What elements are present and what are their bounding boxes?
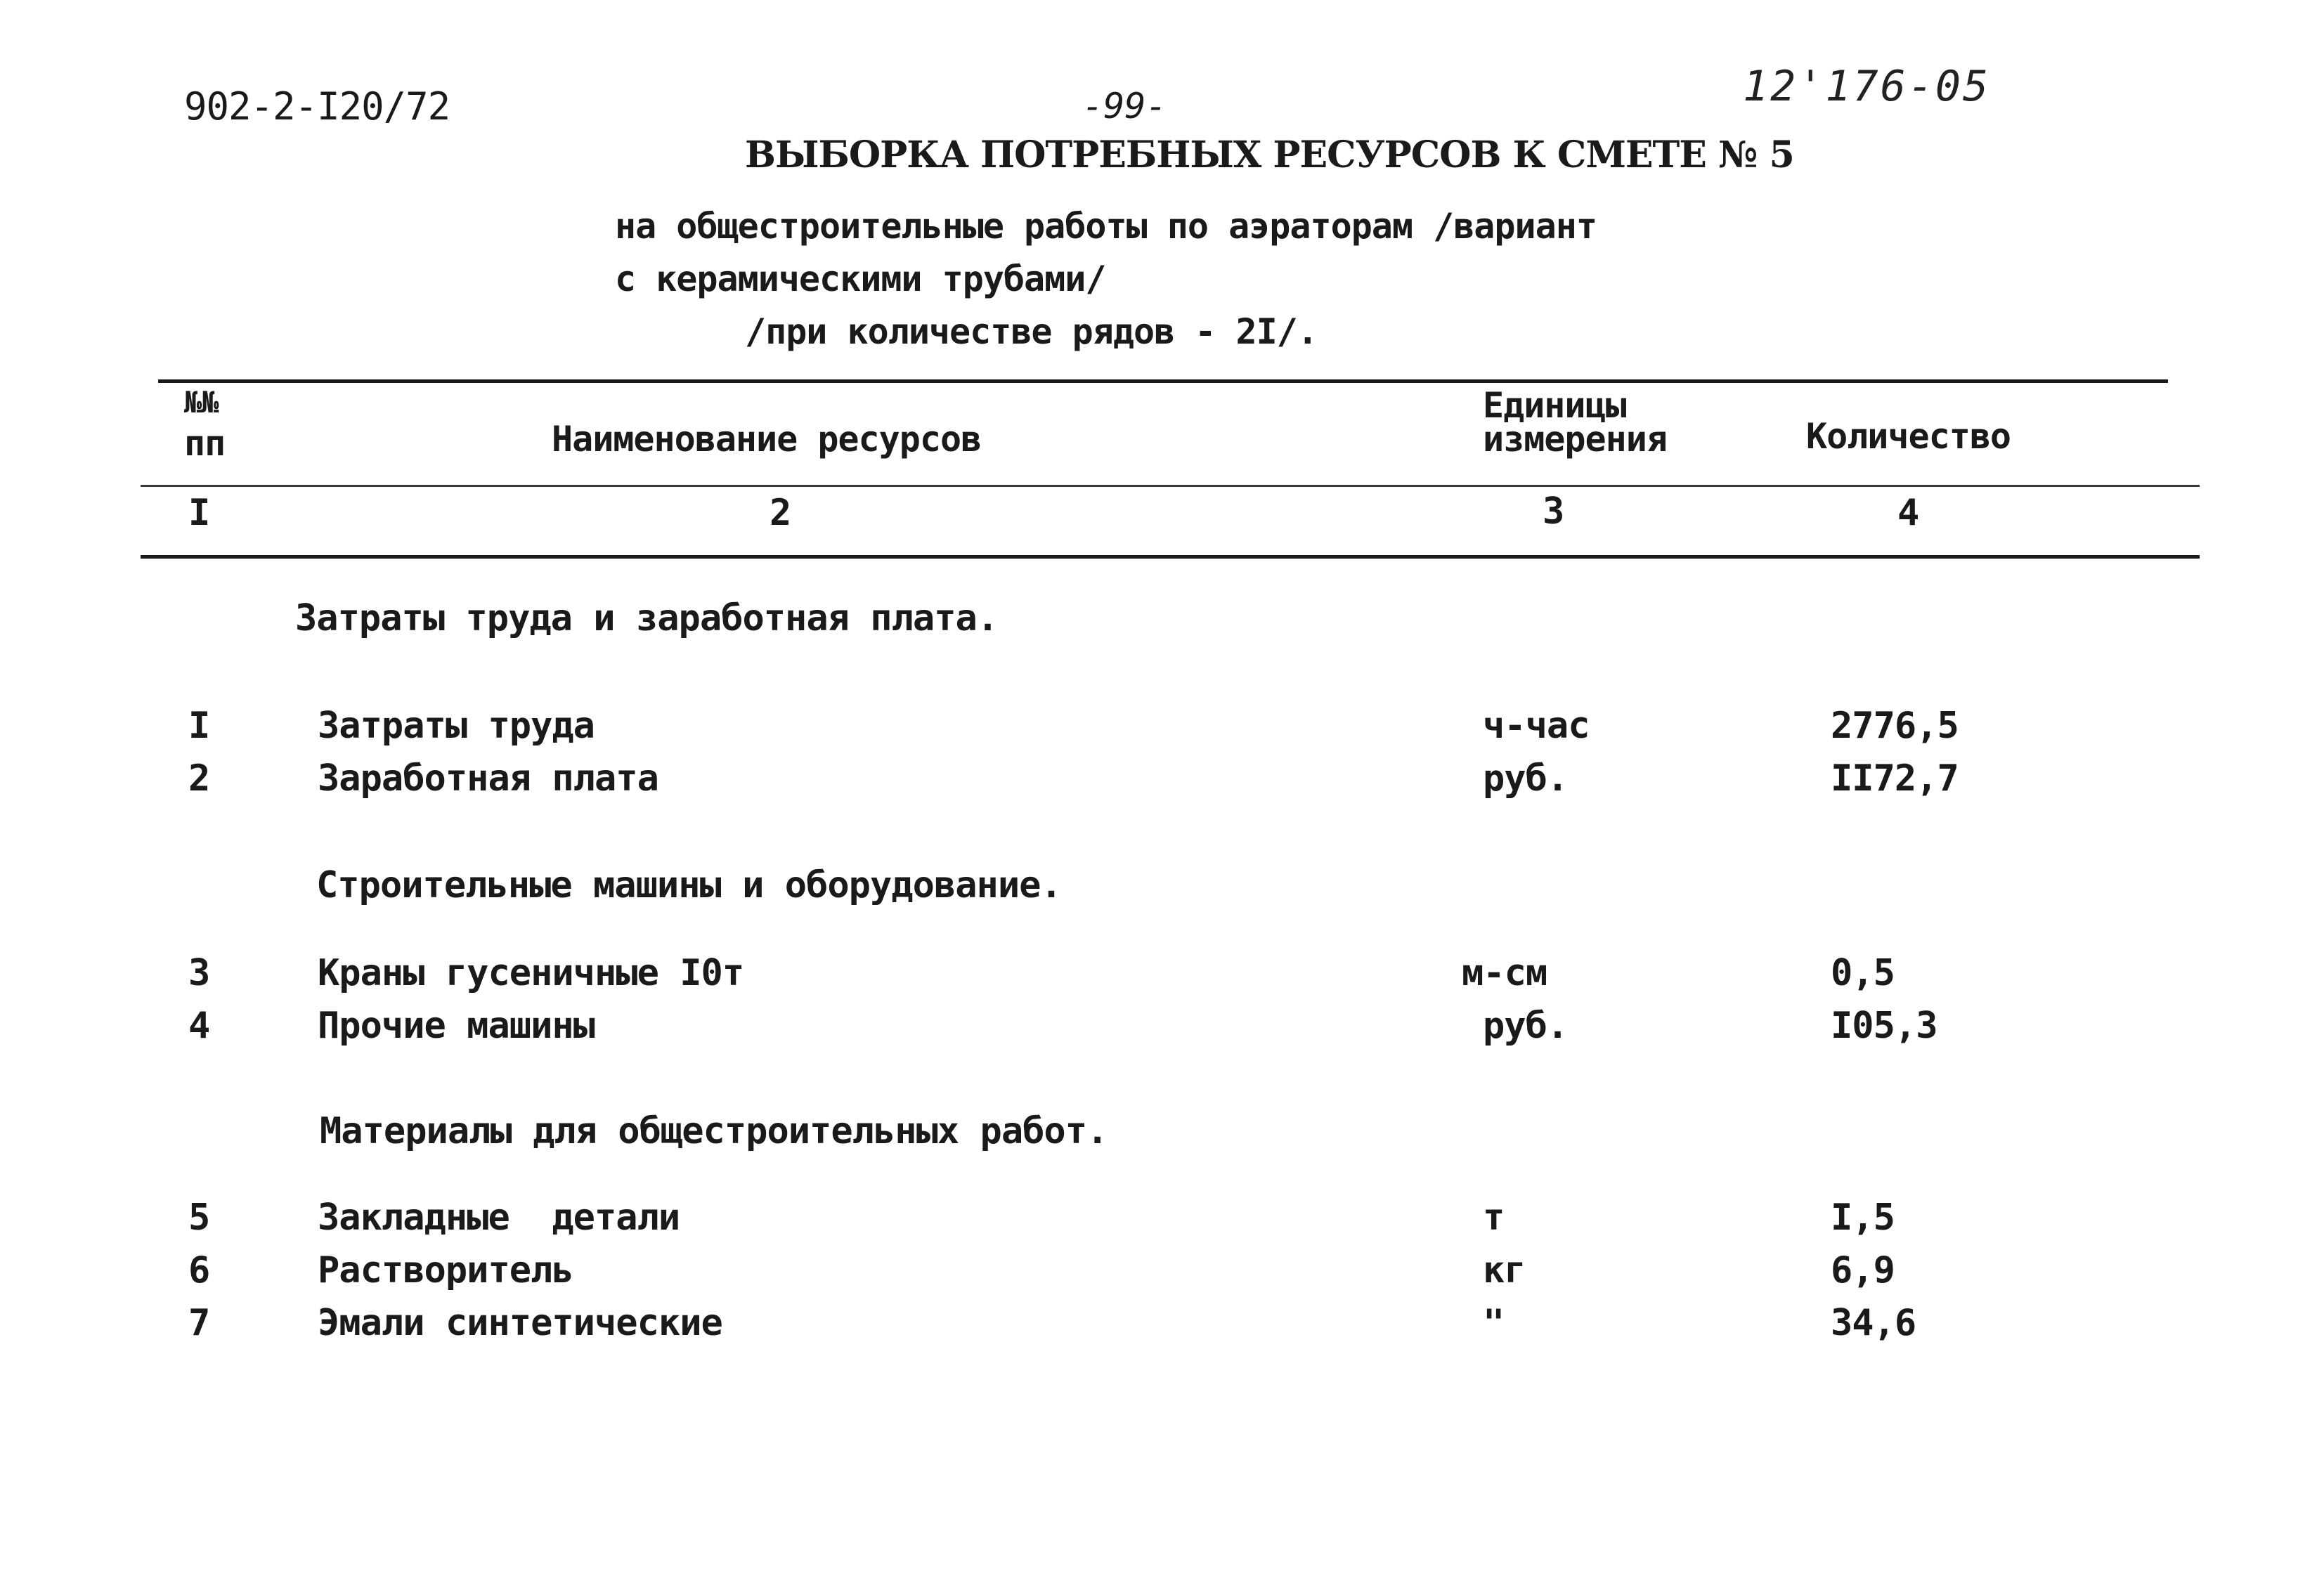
subtitle-line-1: на общестроительные работы по аэраторам /вариант	[615, 206, 1597, 247]
row-quantity: I,5	[1831, 1197, 1895, 1239]
row-unit: м-см	[1462, 952, 1547, 994]
table-header-divider	[141, 485, 2200, 487]
page-title: ВЫБОРКА ПОТРЕБНЫХ РЕСУРСОВ К СМЕТЕ № 5	[745, 133, 1794, 176]
section-heading-materials: Материалы для общестроительных работ.	[320, 1110, 1108, 1152]
row-quantity: II72,7	[1831, 757, 1959, 800]
header-resource-name: Наименование ресурсов	[552, 419, 982, 460]
row-resource-name: Растворитель	[318, 1249, 573, 1291]
column-number-4: 4	[1897, 492, 1920, 534]
row-number: 4	[188, 1005, 210, 1047]
handwritten-stamp: 12'176-05	[1743, 62, 1991, 111]
row-quantity: 6,9	[1831, 1249, 1895, 1291]
section-heading-labor: Затраты труда и заработная плата.	[295, 597, 999, 639]
row-quantity: I05,3	[1831, 1005, 1937, 1047]
subtitle-line-2: с керамическими трубами/	[615, 259, 1106, 299]
document-code: 902-2-I20/72	[184, 84, 450, 129]
header-unit-line-1: Единицы	[1483, 385, 1626, 426]
row-unit: т	[1483, 1197, 1505, 1239]
row-unit: руб.	[1483, 1005, 1569, 1047]
row-unit: ч-час	[1483, 705, 1590, 747]
column-number-1: I	[188, 492, 211, 534]
row-number: I	[188, 705, 210, 747]
row-resource-name: Эмали синтетические	[318, 1302, 722, 1344]
row-unit: кг	[1483, 1249, 1526, 1291]
page-number: -99-	[1082, 86, 1167, 126]
column-number-3: 3	[1543, 490, 1565, 533]
table-top-rule	[158, 379, 2168, 383]
header-no-line-2: пп	[184, 423, 226, 464]
row-number: 3	[188, 952, 210, 994]
row-quantity: 0,5	[1831, 952, 1895, 994]
header-quantity: Количество	[1806, 416, 2011, 457]
column-number-2: 2	[770, 492, 792, 534]
row-quantity: 2776,5	[1831, 705, 1959, 747]
row-unit: "	[1483, 1302, 1505, 1344]
row-number: 5	[188, 1197, 210, 1239]
table-header-bottom-rule	[141, 555, 2200, 559]
row-number: 6	[188, 1249, 210, 1291]
row-number: 7	[188, 1302, 210, 1344]
section-heading-machines: Строительные машины и оборудование.	[316, 864, 1062, 906]
header-unit-line-2: измерения	[1483, 419, 1667, 460]
row-number: 2	[188, 757, 210, 800]
subtitle-line-3: /при количестве рядов - 2I/.	[745, 311, 1318, 352]
row-unit: руб.	[1483, 757, 1569, 800]
row-resource-name: Затраты труда	[318, 705, 595, 747]
row-resource-name: Прочие машины	[318, 1005, 595, 1047]
row-resource-name: Краны гусеничные I0т	[318, 952, 744, 994]
row-resource-name: Закладные детали	[318, 1197, 680, 1239]
header-no-line-1: №№	[184, 385, 219, 419]
row-resource-name: Заработная плата	[318, 757, 658, 800]
row-quantity: 34,6	[1831, 1302, 1916, 1344]
